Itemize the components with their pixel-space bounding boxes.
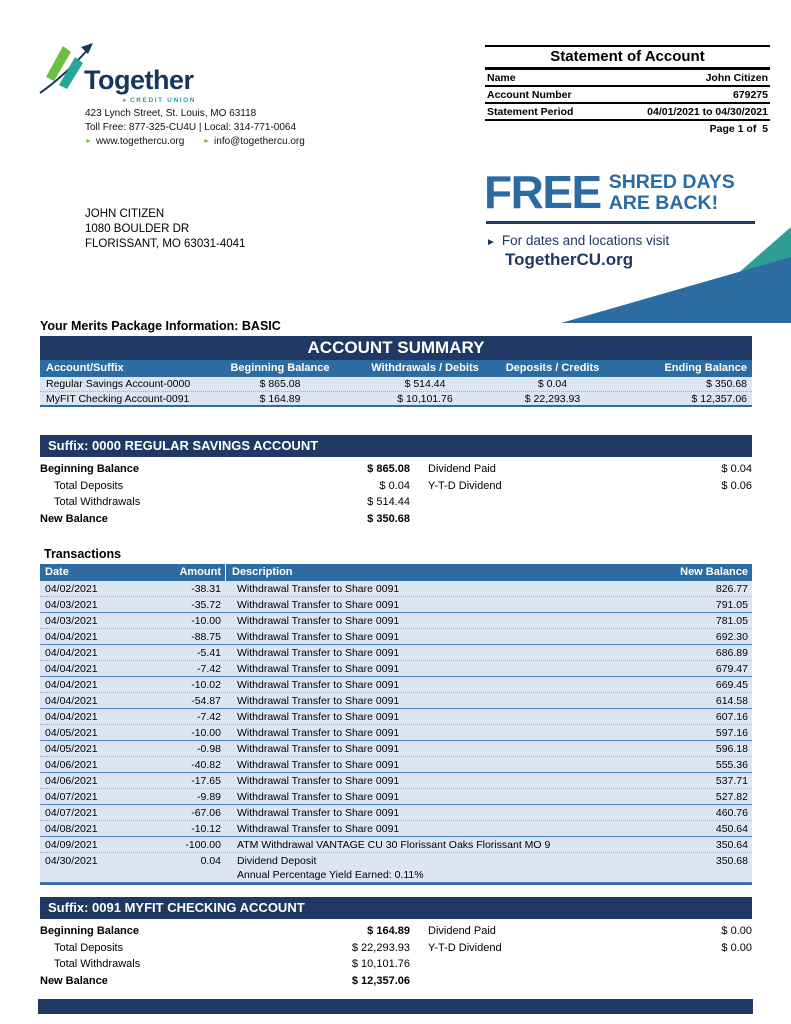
transaction-row: [40, 837, 752, 853]
transaction-description: Withdrawal Transfer to Share 0091: [237, 791, 400, 803]
website-link: www.togethercu.org: [95, 136, 185, 147]
promo-website: TogetherCU.org: [505, 250, 634, 269]
transaction-row: [40, 853, 752, 883]
address-promo-row: [0, 149, 791, 309]
transaction-description: Withdrawal Transfer to Share 0091: [237, 775, 400, 787]
transaction-amount: -67.06: [191, 807, 221, 819]
account-summary-title: ACCOUNT SUMMARY: [40, 336, 752, 360]
transaction-date: 04/07/2021: [45, 791, 98, 803]
promo-divider: [486, 221, 755, 224]
transaction-amount: -88.75: [191, 631, 221, 643]
balance-label: Y-T-D Dividend: [428, 479, 502, 492]
transaction-amount: -10.00: [191, 615, 221, 627]
balance-value: $ 164.89: [367, 925, 410, 937]
transaction-date: 04/05/2021: [45, 727, 98, 739]
transaction-date: 04/08/2021: [45, 823, 98, 835]
balance-value: $ 0.00: [721, 941, 752, 954]
brand-name: Together: [84, 65, 194, 95]
transaction-new-balance: 686.89: [715, 647, 748, 659]
transaction-description: Withdrawal Transfer to Share 0091: [237, 743, 400, 755]
transaction-date: 04/05/2021: [45, 743, 98, 755]
summary-cell: $ 12,357.06: [691, 393, 747, 405]
transaction-row: [40, 757, 752, 773]
transaction-amount: -10.02: [191, 679, 221, 691]
balance-label: Total Deposits: [54, 479, 124, 492]
transaction-description: Withdrawal Transfer to Share 0091: [237, 599, 400, 611]
branch-address: 423 Lynch Street, St. Louis, MO 63118: [85, 108, 257, 119]
transaction-description: Withdrawal Transfer to Share 0091: [237, 631, 400, 643]
transaction-row: [40, 805, 752, 821]
transaction-date: 04/04/2021: [45, 631, 98, 643]
summary-cell: $ 514.44: [404, 378, 446, 390]
transaction-date: 04/04/2021: [45, 711, 98, 723]
balance-label: Dividend Paid: [428, 463, 496, 475]
transaction-amount: -10.00: [191, 727, 221, 739]
transaction-description: Withdrawal Transfer to Share 0091: [237, 759, 400, 771]
transaction-description: Withdrawal Transfer to Share 0091: [237, 727, 400, 739]
statement-name-row: [485, 70, 770, 87]
contact-links: [85, 134, 348, 149]
promo-visit-line: ► For dates and locations visit: [486, 233, 670, 248]
transaction-new-balance: 692.30: [715, 631, 748, 643]
balance-label: Total Withdrawals: [54, 496, 141, 508]
credit-union-brand-block: [38, 45, 348, 149]
transaction-amount: -9.89: [197, 791, 221, 803]
transaction-description: Withdrawal Transfer to Share 0091: [237, 711, 400, 723]
transaction-amount: -7.42: [197, 663, 221, 675]
transaction-new-balance: 607.16: [715, 711, 748, 723]
transaction-date: 04/09/2021: [45, 839, 98, 851]
transaction-new-balance: 826.77: [715, 583, 748, 595]
transaction-amount: -35.72: [191, 599, 221, 611]
shred-days-promo-banner: [484, 166, 791, 309]
column-header: Amount: [179, 566, 221, 578]
page-footer-bar: [38, 999, 753, 1014]
transaction-row: [40, 581, 752, 597]
transaction-description: Withdrawal Transfer to Share 0091: [237, 823, 400, 835]
balance-label: Beginning Balance: [40, 925, 140, 937]
balance-label: Dividend Paid: [428, 925, 496, 937]
page-number: Page 1 of 5: [709, 123, 768, 135]
savings-section-header: Suffix: 0000 REGULAR SAVINGS ACCOUNT: [40, 435, 752, 457]
checking-balance-summary: [40, 923, 752, 989]
transaction-amount: -40.82: [191, 759, 221, 771]
transaction-row: [40, 677, 752, 693]
transaction-amount: -10.12: [191, 823, 221, 835]
column-header: Beginning Balance: [230, 362, 330, 374]
transaction-new-balance: 460.76: [715, 807, 748, 819]
transaction-description: Withdrawal Transfer to Share 0091: [237, 663, 400, 675]
field-label: Statement Period: [487, 106, 574, 118]
merits-package-heading: Your Merits Package Information: BASIC: [40, 319, 281, 333]
promo-triangles-graphic: [541, 227, 791, 323]
transaction-amount: -7.42: [197, 711, 221, 723]
summary-cell: MyFIT Checking Account-0091: [46, 393, 190, 405]
transaction-amount: -5.41: [197, 647, 221, 659]
account-number: 679275: [732, 89, 768, 101]
transaction-new-balance: 597.16: [715, 727, 748, 739]
balance-label: Total Withdrawals: [54, 958, 141, 970]
statement-period: 04/01/2021 to 04/30/2021: [647, 106, 768, 118]
transactions-header-row: [40, 564, 752, 581]
transaction-date: 04/30/2021: [45, 855, 98, 867]
transaction-new-balance: 791.05: [715, 599, 748, 611]
column-header: Date: [45, 566, 69, 578]
transaction-row: [40, 629, 752, 645]
summary-cell: $ 10,101.76: [397, 393, 453, 405]
transaction-new-balance: 555.36: [715, 759, 748, 771]
transaction-date: 04/04/2021: [45, 647, 98, 659]
savings-balance-summary: [40, 461, 752, 527]
transaction-date: 04/03/2021: [45, 615, 98, 627]
transaction-date: 04/06/2021: [45, 759, 98, 771]
balance-value: $ 0.00: [721, 925, 752, 937]
transaction-date: 04/04/2021: [45, 663, 98, 675]
column-header: Description: [225, 564, 642, 581]
transaction-new-balance: 614.58: [715, 695, 748, 707]
transaction-date: 04/04/2021: [45, 695, 98, 707]
statement-of-account-box: [485, 45, 770, 149]
brand-subtitle: ► CREDIT UNION: [122, 97, 197, 104]
transaction-amount: 0.04: [200, 855, 221, 867]
transaction-row: [40, 661, 752, 677]
balance-value: $ 0.06: [721, 479, 752, 492]
balance-value: $ 12,357.06: [351, 974, 410, 987]
transaction-row: [40, 709, 752, 725]
balance-label: Beginning Balance: [40, 463, 140, 475]
transaction-new-balance: 596.18: [715, 743, 748, 755]
recipient-city: FLORISSANT, MO 63031-4041: [85, 238, 246, 250]
balance-value: $ 22,293.93: [351, 941, 410, 954]
column-header: Account/Suffix: [46, 362, 124, 374]
transaction-row: [40, 789, 752, 805]
balance-value: $ 0.04: [721, 463, 752, 475]
summary-row-checking: [40, 392, 752, 407]
transaction-row: [40, 741, 752, 757]
account-summary-table: [40, 336, 752, 407]
summary-cell: $ 164.89: [259, 393, 301, 405]
transactions-body: [40, 581, 752, 883]
summary-cell: $ 350.68: [706, 378, 747, 390]
transaction-row: [40, 645, 752, 661]
column-header: Withdrawals / Debits: [371, 362, 479, 374]
statement-account-number-row: [485, 87, 770, 104]
recipient-name: JOHN CITIZEN: [85, 208, 165, 220]
transaction-description: Withdrawal Transfer to Share 0091: [237, 615, 400, 627]
transaction-date: 04/07/2021: [45, 807, 98, 819]
arrow-bullet-icon: ►: [486, 237, 496, 248]
transaction-date: 04/02/2021: [45, 583, 98, 595]
mailing-address-block: [85, 207, 245, 309]
transaction-description: Withdrawal Transfer to Share 0091: [237, 695, 400, 707]
arrow-bullet-icon: ►: [203, 138, 211, 145]
transaction-amount: -100.00: [185, 839, 221, 851]
transaction-new-balance: 350.64: [715, 839, 748, 851]
transaction-row: [40, 821, 752, 837]
column-header: Ending Balance: [664, 362, 747, 374]
transaction-new-balance: 450.64: [715, 823, 748, 835]
transaction-description: Dividend Deposit Annual Percentage Yield Earned: 0.11%: [237, 855, 424, 881]
transaction-description: ATM Withdrawal VANTAGE CU 30 Florissant Oaks Florissant MO 9: [237, 839, 551, 851]
arrow-bullet-icon: ►: [122, 98, 128, 104]
transactions-table: [40, 564, 752, 885]
phone-numbers: Toll Free: 877-325-CU4U | Local: 314-771-0064: [85, 121, 297, 133]
transaction-date: 04/04/2021: [45, 679, 98, 691]
transaction-new-balance: 537.71: [715, 775, 748, 787]
field-label: Name: [487, 72, 516, 84]
transaction-row: [40, 597, 752, 613]
email-link: info@togethercu.org: [214, 136, 305, 147]
promo-headline: SHRED DAYS ARE BACK!: [608, 171, 735, 214]
transaction-new-balance: 679.47: [715, 663, 748, 675]
balance-label: Y-T-D Dividend: [428, 941, 502, 954]
transaction-description: Withdrawal Transfer to Share 0091: [237, 679, 400, 691]
transaction-row: [40, 693, 752, 709]
transaction-row: [40, 613, 752, 629]
field-label: Account Number: [487, 89, 572, 101]
summary-cell: $ 865.08: [259, 378, 301, 390]
recipient-street: 1080 BOULDER DR: [85, 223, 190, 235]
summary-cell: $ 0.04: [537, 378, 568, 390]
transaction-date: 04/03/2021: [45, 599, 98, 611]
transaction-description: Withdrawal Transfer to Share 0091: [237, 807, 400, 819]
promo-big-word: FREE: [484, 166, 601, 218]
balance-value: $ 865.08: [367, 463, 410, 475]
transaction-amount: -38.31: [191, 583, 221, 595]
summary-row-savings: [40, 377, 752, 392]
transaction-date: 04/06/2021: [45, 775, 98, 787]
arrow-bullet-icon: ►: [85, 138, 92, 145]
checking-section-header: Suffix: 0091 MYFIT CHECKING ACCOUNT: [40, 897, 752, 919]
summary-cell: Regular Savings Account-0000: [46, 378, 191, 390]
transaction-amount: -17.65: [191, 775, 221, 787]
transaction-new-balance: 781.05: [715, 615, 748, 627]
balance-label: New Balance: [40, 974, 108, 987]
balance-value: $ 0.04: [379, 479, 410, 492]
transaction-amount: -54.87: [191, 695, 221, 707]
transaction-new-balance: 350.68: [715, 855, 748, 867]
account-summary-header-row: [40, 360, 752, 377]
balance-value: $ 10,101.76: [351, 958, 410, 970]
transaction-amount: -0.98: [197, 743, 221, 755]
summary-cell: $ 22,293.93: [524, 393, 581, 405]
transaction-row: [40, 773, 752, 789]
transaction-new-balance: 527.82: [715, 791, 748, 803]
balance-label: Total Deposits: [54, 941, 124, 954]
statement-title: Statement of Account: [485, 47, 770, 70]
transaction-new-balance: 669.45: [715, 679, 748, 691]
balance-value: $ 350.68: [367, 512, 410, 525]
balance-label: New Balance: [40, 512, 108, 525]
column-header: New Balance: [680, 566, 748, 578]
statement-period-row: [485, 104, 770, 121]
transactions-heading: Transactions: [44, 547, 122, 561]
header-row: [0, 0, 791, 149]
transaction-description: Withdrawal Transfer to Share 0091: [237, 647, 400, 659]
togethercu-logo: [38, 45, 348, 107]
balance-value: $ 514.44: [367, 496, 410, 508]
transaction-row: [40, 725, 752, 741]
account-holder-name: John Citizen: [705, 72, 768, 84]
transaction-description: Withdrawal Transfer to Share 0091: [237, 583, 400, 595]
column-header: Deposits / Credits: [505, 362, 600, 374]
